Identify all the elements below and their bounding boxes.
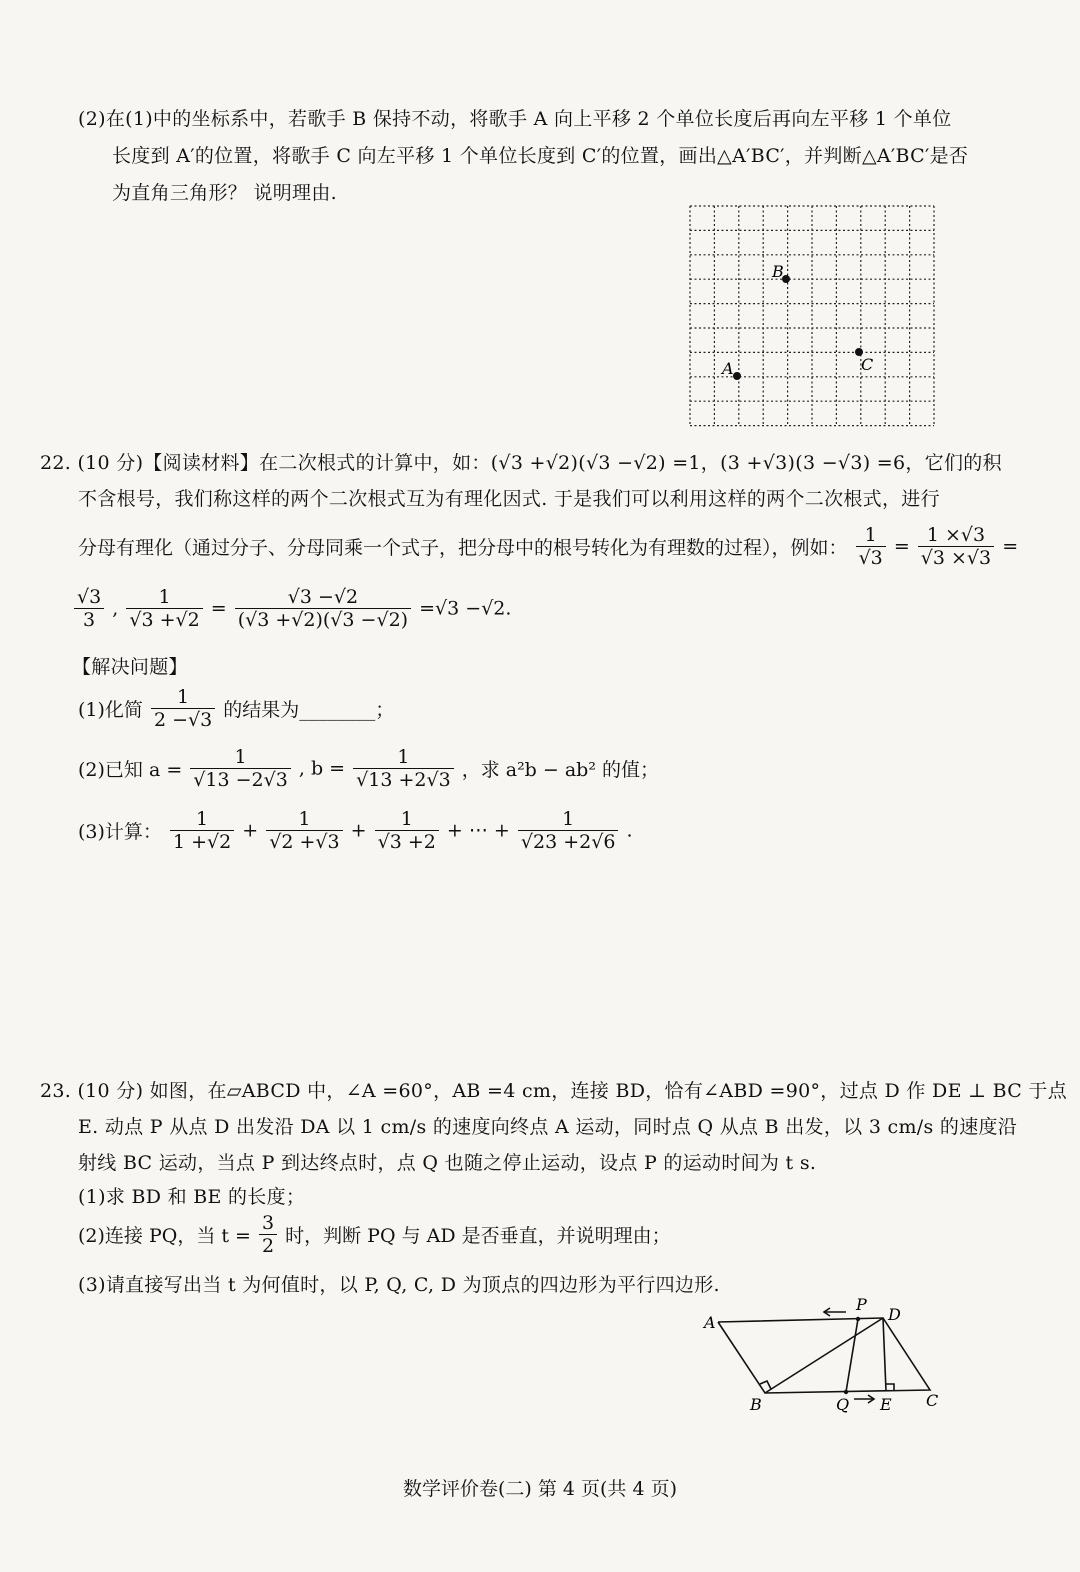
q21-part2-line3: 为直角三角形？ 说明理由. [112,182,337,204]
fig-label-B: B [750,1395,762,1414]
label-A: A [722,359,734,378]
parallelogram-figure [700,1296,950,1420]
q22-part1: (1)化简 $\frac{1}{2 -√3}$ 的结果为________； [78,686,395,731]
q23-line3: 射线 BC 运动，当点 P 到达终点时，点 Q 也随之停止运动，设点 P 的运动时间为 t s. [78,1152,817,1174]
point-A [733,372,741,380]
fig-label-D: D [888,1305,901,1324]
q22-line3-text: 分母有理化（通过分子、分母同乘一个式子，把分母中的根号转化为有理数的过程），例如： [78,537,848,559]
example-fraction-4: $\frac{1}{√3 +√2}$ [126,586,202,631]
fig-label-A: A [704,1313,716,1332]
example-fraction-3: $\frac{√3}{3}$ [74,586,104,631]
part3-term-3: $\frac{1}{√3 +2}$ [375,808,439,853]
q23-line2: E. 动点 P 从点 D 出发沿 DA 以 1 cm/s 的速度向终点 A 运动，同时点 Q 从点 B 出发，以 3 cm/s 的速度沿 [78,1116,1018,1138]
q21-part2-line2: 长度到 A′的位置，将歌手 C 向左平移 1 个单位长度到 C′的位置，画出△A′BC′，并判断△A′BC′是否 [112,145,969,167]
example-fraction-2: $\frac{1 \times√3}{√3 \times√3}$ [918,524,994,569]
q22-line3: 分母有理化（通过分子、分母同乘一个式子，把分母中的根号转化为有理数的过程），例如： $\frac{1}{√3}$ = $\frac{1 \times√3}{√3 \times√3}$ = [78,524,1019,569]
fig-label-P: P [856,1296,867,1314]
q22-line4: $\frac{√3}{3}$ , $\frac{1}{√3 +√2}$ = $\frac{√3 -√2}{(√3 +√2)(√3 -√2)}$ =√3 −√2. [72,586,511,631]
q23-part1: (1)求 BD 和 BE 的长度； [78,1186,306,1208]
part3-term-2: $\frac{1}{√2 +√3}$ [266,808,342,853]
part3-term-1: $\frac{1}{1 +√2}$ [170,808,234,853]
part2-fraction-a: $\frac{1}{√13 -2√3}$ [190,746,291,791]
fig-label-Q: Q [836,1395,850,1414]
q23-fraction: $\frac{3}{2}$ [259,1212,277,1257]
example-fraction-5: $\frac{√3 -√2}{(√3 +√2)(√3 -√2)}$ [235,586,411,631]
part1-fraction: $\frac{1}{2 -√3}$ [151,686,215,731]
q22-part3: (3)计算： $\frac{1}{1 +√2}$ + $\frac{1}{√2 +√3}$ + $\frac{1}{√3 +2}$ + ⋯ + $\frac{1}{√23 +2√6}$ . [78,808,633,853]
q22-part2: (2)已知 a = $\frac{1}{√13 -2√3}$ , b = $\frac{1}{√13 +2√3}$ ，求 a²b − ab² 的值； [78,746,659,791]
fig-label-C: C [926,1391,939,1410]
label-B: B [772,262,784,281]
fig-label-E: E [880,1395,892,1414]
coordinate-grid [688,204,938,428]
part2-fraction-b: $\frac{1}{√13 +2√3}$ [353,746,454,791]
example-fraction-1: $\frac{1}{√3}$ [856,524,886,569]
part3-term-4: $\frac{1}{√23 +2√6}$ [518,808,619,853]
q23-line1: 23. (10 分) 如图，在▱ABCD 中，∠A =60°，AB =4 cm，连接 BD，恰有∠ABD =90°，过点 D 作 DE ⊥ BC 于点 [40,1080,1068,1102]
page-footer: 数学评价卷(二) 第 4 页(共 4 页) [402,1478,678,1500]
q23-part2: (2)连接 PQ，当 t = $\frac{3}{2}$ 时，判断 PQ 与 AD 是否垂直，并说明理由； [78,1212,671,1257]
q22-line2: 不含根号，我们称这样的两个二次根式互为有理化因式. 于是我们可以利用这样的两个二次根式，进行 [78,488,940,510]
q22-line1: 22. (10 分)【阅读材料】在二次根式的计算中，如：(√3 +√2)(√3 −√2) =1，(3 +√3)(3 −√3) =6，它们的积 [40,452,1002,474]
q21-part2-line1: (2)在(1)中的坐标系中，若歌手 B 保持不动，将歌手 A 向上平移 2 个单位长度后再向左平移 1 个单位 [78,108,952,130]
q23-part3: (3)请直接写出当 t 为何值时，以 P, Q, C, D 为顶点的四边形为平行四边形. [78,1274,720,1296]
q22-solve-heading: 【解决问题】 [72,656,188,678]
label-C: C [861,355,874,374]
